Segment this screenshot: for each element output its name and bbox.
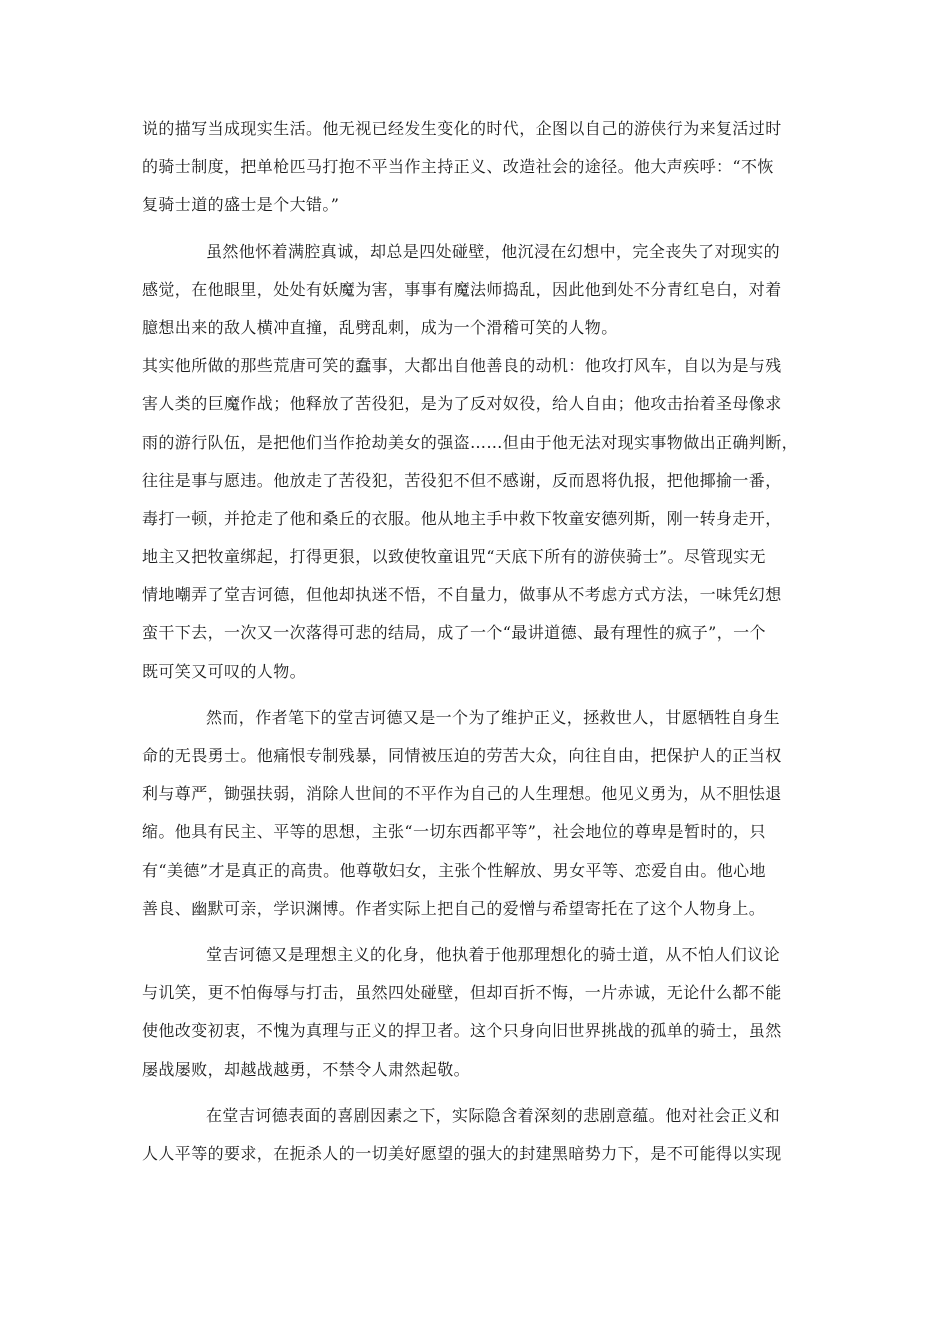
text-line: 利与尊严，锄强扶弱，消除人世间的不平作为自己的人生理想。他见义勇为，从不胆怯退 xyxy=(142,784,782,804)
paragraph-1 xyxy=(142,110,814,225)
text-line: 命的无畏勇士。他痛恨专制残暴，同情被压迫的劳苦大众，向往自由，把保护人的正当权 xyxy=(142,746,782,765)
paragraph-6 xyxy=(142,1097,814,1173)
text-line: 臆想出来的敌人横冲直撞，乱劈乱刺，成为一个滑稽可笑的人物。 xyxy=(142,317,618,337)
text-line: 其实他所做的那些荒唐可笑的蠢事，大都出自他善良的动机：他攻打风车，自以为是与残 xyxy=(142,356,782,376)
text-line: 复骑士道的盛士是个大错。” xyxy=(142,195,340,215)
text-line: 毒打一顿，并抢走了他和桑丘的衣服。他从地主手中救下牧童安德列斯，刚一转身走开， xyxy=(142,508,782,528)
text-line: 使他改变初衷，不愧为真理与正义的捍卫者。这个只身向旧世界挑战的孤单的骑士，虽然 xyxy=(142,1021,782,1041)
text-line: 害人类的巨魔作战；他释放了苦役犯，是为了反对奴役，给人自由；他攻击抬着圣母像求 xyxy=(142,394,782,414)
text-line: 地主又把牧童绑起，打得更狠，以致使牧童诅咒“天底下所有的游侠骑士”。尽管现实无 xyxy=(142,547,766,567)
text-line: 在堂吉诃德表面的喜剧因素之下，实际隐含着深刻的悲剧意蕴。他对社会正义和 xyxy=(206,1105,781,1125)
document-body xyxy=(142,110,814,1173)
paragraph-4 xyxy=(142,699,814,928)
text-line: 情地嘲弄了堂吉诃德，但他却执迷不悟，不自量力，做事从不考虑方式方法，一味凭幻想 xyxy=(142,585,782,605)
text-line: 虽然他怀着满腔真诚，却总是四处碰壁，他沉浸在幻想中，完全丧失了对现实的 xyxy=(206,241,781,261)
text-line: 既可笑又可叹的人物。 xyxy=(142,661,307,681)
text-line: 堂吉诃德又是理想主义的化身，他执着于他那理想化的骑士道，从不怕人们议论 xyxy=(206,944,781,964)
text-line: 然而，作者笔下的堂吉诃德又是一个为了维护正义，拯救世人，甘愿牺牲自身生 xyxy=(206,707,781,727)
text-line: 说的描写当成现实生活。他无视已经发生变化的时代，企图以自己的游侠行为来复活过时 xyxy=(142,119,782,138)
text-line: 有“美德”才是真正的高贵。他尊敬妇女，主张个性解放、男女平等、恋爱自由。他心地 xyxy=(142,860,766,880)
text-line: 与讥笑，更不怕侮辱与打击，虽然四处碰壁，但却百折不悔，一片赤诚，无论什么都不能 xyxy=(142,983,782,1003)
text-line: 蛮干下去，一次又一次落得可悲的结局，成了一个“最讲道德、最有理性的疯子”，一个 xyxy=(142,623,766,643)
paragraph-3 xyxy=(142,347,814,691)
text-line: 屡战屡败，却越战越勇，不禁令人肃然起敬。 xyxy=(142,1059,471,1079)
text-line: 往往是事与愿违。他放走了苦役犯，苦役犯不但不感谢，反而恩将仇报，把他揶揄一番， xyxy=(142,470,782,490)
text-line: 雨的游行队伍，是把他们当作抢劫美女的强盗……但由于他无法对现实事物做出正确判断， xyxy=(142,432,799,452)
paragraph-2 xyxy=(142,233,814,348)
text-line: 人人平等的要求，在扼杀人的一切美好愿望的强大的封建黑暗势力下，是不可能得以实现 xyxy=(142,1143,782,1163)
text-line: 善良、幽默可亲，学识渊博。作者实际上把自己的爱憎与希望寄托在了这个人物身上。 xyxy=(142,898,766,918)
text-line: 感觉，在他眼里，处处有妖魔为害，事事有魔法师捣乱，因此他到处不分青红皂白，对着 xyxy=(142,279,782,299)
text-line: 缩。他具有民主、平等的思想，主张“一切东西都平等”，社会地位的尊卑是暂时的，只 xyxy=(142,822,766,842)
text-line: 的骑士制度，把单枪匹马打抱不平当作主持正义、改造社会的途径。他大声疾呼：“不恢 xyxy=(142,157,774,177)
paragraph-5 xyxy=(142,936,814,1089)
